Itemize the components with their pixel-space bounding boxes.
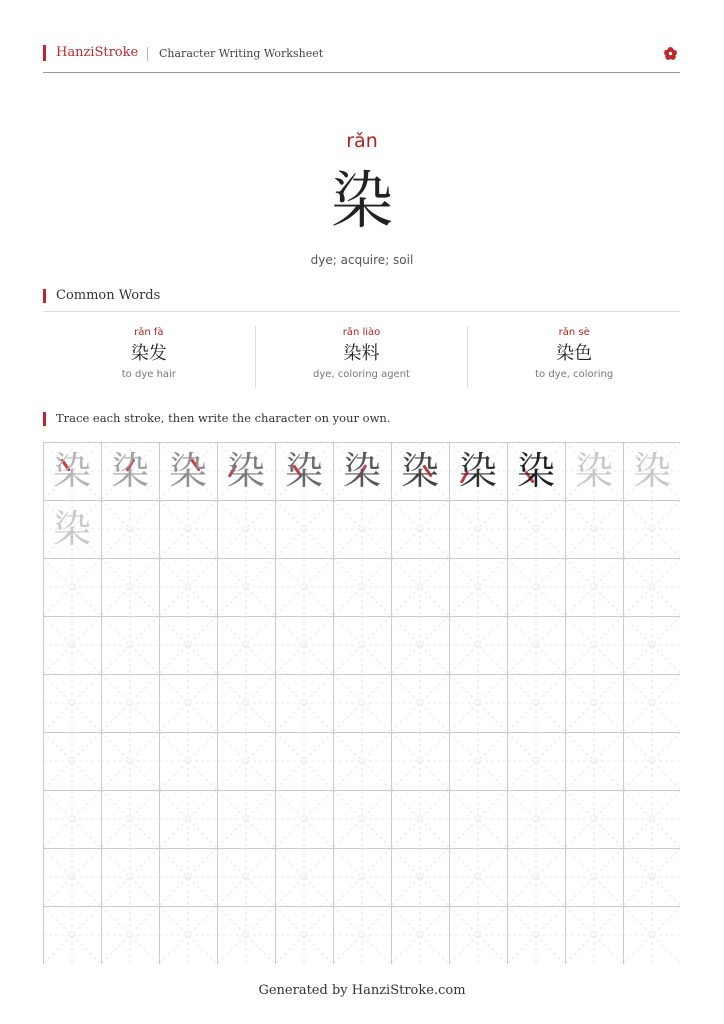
trace-character: 染 (574, 449, 613, 493)
practice-cell (43, 442, 101, 500)
footer-text: Generated by HanziStroke.com (258, 983, 466, 998)
practice-cell (565, 442, 623, 500)
section-divider (43, 311, 680, 312)
accent-bar (43, 412, 46, 426)
accent-bar (43, 45, 46, 61)
practice-cell (623, 442, 681, 500)
practice-instruction: Trace each stroke, then write the character on your own. (56, 411, 391, 425)
worksheet-header (43, 44, 680, 73)
practice-cell (333, 442, 391, 500)
flower-icon (663, 46, 678, 61)
trace-character: 染 (516, 449, 555, 493)
trace-character: 染 (226, 449, 265, 493)
trace-character: 染 (632, 449, 671, 493)
word-pinyin: rǎn liào (342, 327, 381, 338)
word-hanzi: 染料 (343, 343, 380, 364)
trace-character: 染 (342, 449, 381, 493)
practice-cell (507, 442, 565, 500)
word-hanzi: 染色 (556, 343, 593, 364)
word-item (43, 326, 256, 388)
character-meaning: dye; acquire; soil (310, 253, 414, 267)
practice-cell (217, 442, 275, 500)
word-meaning: dye, coloring agent (313, 369, 410, 380)
practice-cell (391, 442, 449, 500)
worksheet-subtitle: Character Writing Worksheet (159, 47, 324, 60)
trace-character: 染 (52, 507, 91, 551)
practice-cells (43, 442, 680, 964)
word-meaning: to dye hair (121, 369, 176, 380)
trace-character: 染 (458, 449, 497, 493)
practice-cell (449, 442, 507, 500)
trace-character: 染 (110, 449, 149, 493)
word-hanzi: 染发 (130, 343, 167, 364)
word-item (256, 326, 469, 388)
trace-character: 染 (168, 449, 207, 493)
character-hanzi: 染 (330, 164, 393, 237)
character-card (0, 128, 724, 268)
brand-name: HanziStroke (56, 45, 139, 60)
word-item (468, 326, 680, 388)
trace-character: 染 (52, 449, 91, 493)
practice-cell (43, 500, 101, 558)
practice-cell (159, 442, 217, 500)
word-pinyin: rǎn fà (134, 327, 164, 338)
practice-cell (101, 442, 159, 500)
word-pinyin: rǎn sè (558, 327, 590, 338)
practice-cell (275, 442, 333, 500)
accent-bar (43, 289, 46, 303)
trace-character: 染 (284, 449, 323, 493)
word-meaning: to dye, coloring (535, 369, 614, 380)
header-divider (147, 47, 148, 61)
common-words-title: Common Words (56, 288, 161, 303)
common-words-list (43, 326, 680, 388)
character-pinyin: rǎn (346, 130, 378, 152)
trace-character: 染 (400, 449, 439, 493)
